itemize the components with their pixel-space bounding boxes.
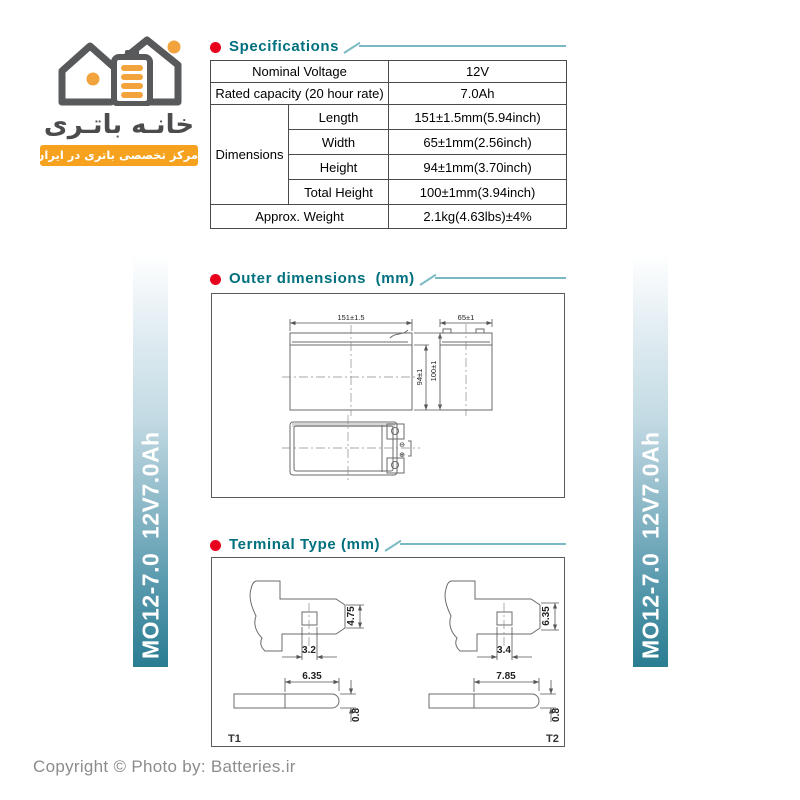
t2-blade-thickness-dim: 0.8 <box>551 708 562 722</box>
spec-value: 65±1mm(2.56inch) <box>389 130 567 155</box>
spec-value: 94±1mm(3.70inch) <box>389 155 567 180</box>
header-rule <box>344 37 566 57</box>
terminal-type-drawing <box>211 557 565 747</box>
outer-dimensions-header <box>210 269 566 289</box>
total-height-dimension: 100±1 <box>429 360 438 382</box>
top-view <box>282 415 420 482</box>
dimensions-group-label: Dimensions <box>211 105 289 205</box>
spec-label: Nominal Voltage <box>211 61 389 83</box>
side-view <box>440 313 492 416</box>
specifications-table <box>210 60 567 229</box>
header-rule <box>420 269 566 289</box>
t1-label: T1 <box>228 733 241 745</box>
spec-label: Length <box>289 105 389 130</box>
terminal-t1-drawing <box>234 581 364 722</box>
side-banner-left <box>133 255 168 667</box>
t1-tab-height-dim: 4.75 <box>346 606 357 626</box>
logo-name-persian: خانـه باتـری <box>43 110 195 140</box>
t1-slot-width-dim: 3.2 <box>302 645 316 656</box>
orange-dot-right <box>168 41 181 54</box>
spec-label: Approx. Weight <box>211 205 389 229</box>
height-dimension: 94±1 <box>415 368 424 386</box>
red-bullet-icon <box>210 540 221 551</box>
side-banner-model-text: MO12-7.0 12V7.0Ah <box>637 431 663 659</box>
length-dimension: 151±1.5 <box>337 313 365 322</box>
terminal-type-header <box>210 535 566 555</box>
logo-tagline-banner: مرکز تخصصی باتری در ایران <box>40 145 198 166</box>
spec-label: Height <box>289 155 389 180</box>
t2-blade-length-dim: 7.85 <box>496 671 516 682</box>
table-row <box>211 61 567 83</box>
spec-value: 151±1.5mm(5.94inch) <box>389 105 567 130</box>
red-bullet-icon <box>210 42 221 53</box>
battery-glyph <box>114 50 150 104</box>
side-banner-right <box>633 255 668 667</box>
header-rule <box>385 535 566 555</box>
t2-tab-height-dim: 6.35 <box>541 606 552 626</box>
spec-value: 2.1kg(4.63lbs)±4% <box>389 205 567 229</box>
table-row <box>211 205 567 229</box>
t2-slot-width-dim: 3.4 <box>497 645 511 656</box>
table-row <box>211 83 567 105</box>
orange-dot-left <box>87 73 100 86</box>
specifications-title: Specifications <box>229 38 340 55</box>
positive-terminal-symbol: ⊕ <box>399 452 405 459</box>
outer-dimensions-title: Outer dimensions (mm) <box>229 270 415 287</box>
terminal-drawings <box>212 558 564 746</box>
spec-value: 100±1mm(3.94inch) <box>389 180 567 205</box>
spec-value: 7.0Ah <box>389 83 567 105</box>
copyright-footer: Copyright © Photo by: Batteries.ir <box>33 757 296 776</box>
side-banner-model-text: MO12-7.0 12V7.0Ah <box>137 431 163 659</box>
spec-label: Width <box>289 130 389 155</box>
spec-value: 12V <box>389 61 567 83</box>
houses-battery-icon <box>53 34 185 106</box>
t1-blade-length-dim: 6.35 <box>302 671 322 682</box>
logo <box>34 34 198 166</box>
spec-label: Total Height <box>289 180 389 205</box>
t2-label: T2 <box>546 733 559 745</box>
red-bullet-icon <box>210 274 221 285</box>
table-row <box>211 105 567 130</box>
front-view <box>282 313 443 416</box>
negative-terminal-symbol: ⊖ <box>399 442 405 449</box>
specifications-header <box>210 37 566 57</box>
terminal-type-title: Terminal Type (mm) <box>229 536 381 553</box>
terminal-t2-drawing <box>429 581 562 722</box>
width-dimension: 65±1 <box>457 313 475 322</box>
t1-blade-thickness-dim: 0.8 <box>351 708 362 722</box>
spec-label: Rated capacity (20 hour rate) <box>211 83 389 105</box>
outer-dimensions-drawing <box>211 293 565 498</box>
battery-outline-drawing <box>212 294 564 497</box>
